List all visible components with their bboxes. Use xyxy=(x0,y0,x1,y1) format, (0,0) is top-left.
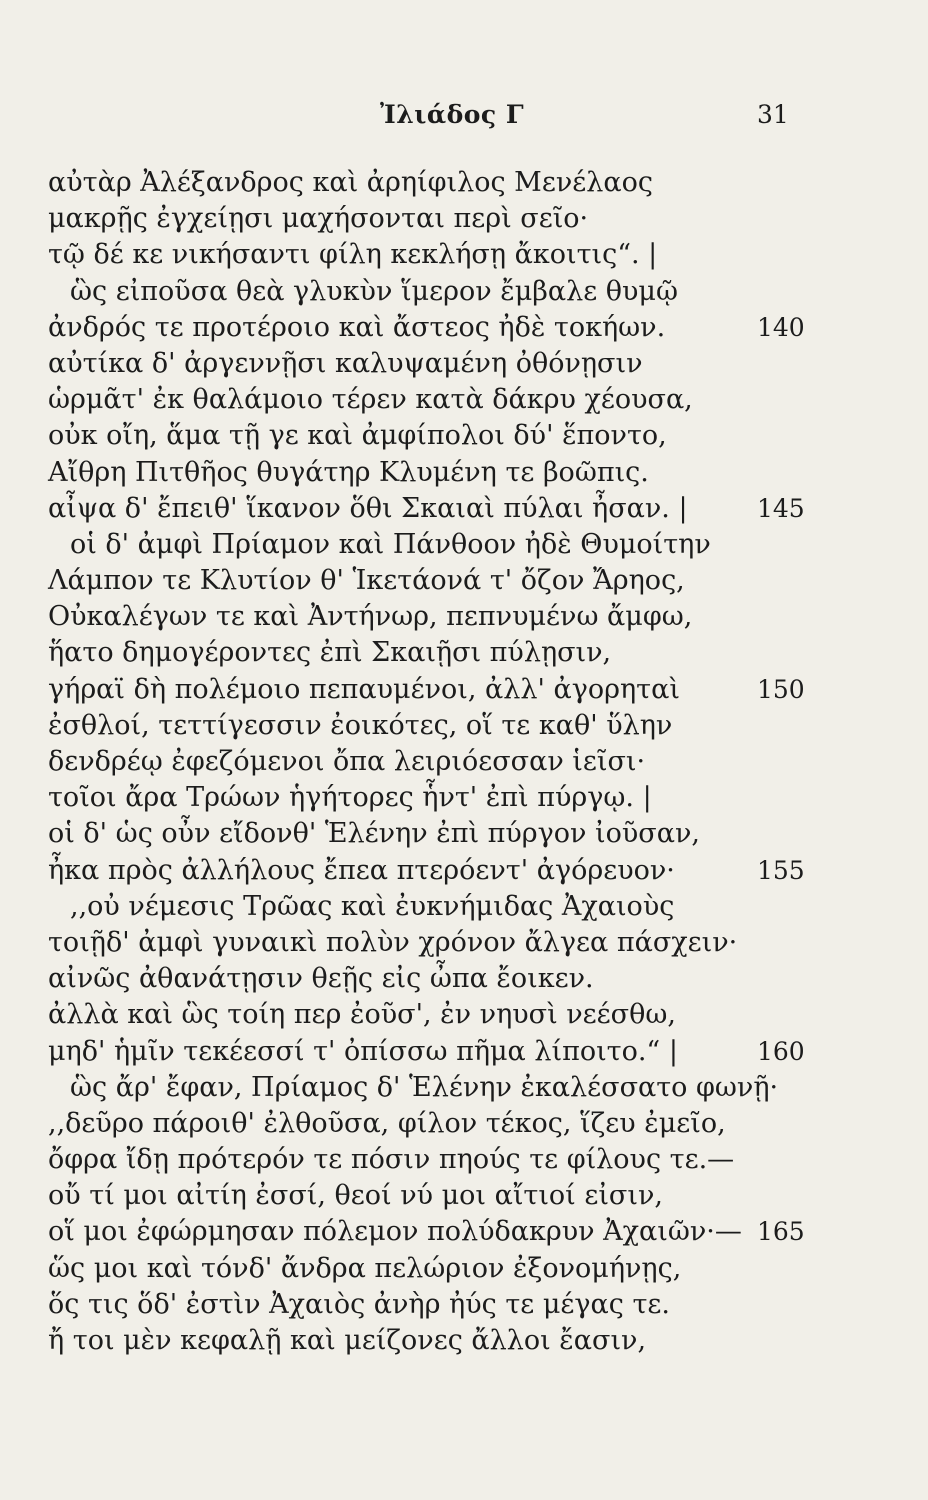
verse-line xyxy=(0,491,928,527)
verse-line xyxy=(0,816,928,852)
verse-line xyxy=(0,744,928,780)
line-number: 165 xyxy=(757,1217,805,1247)
verse-line-text: αἰνῶς ἀθανάτῃσιν θεῇς εἰς ὦπα ἔοικεν. xyxy=(48,963,594,995)
verse-line-text: μηδ' ἡμῖν τεκέεσσί τ' ὀπίσσω πῆμα λίποιτο.“ | xyxy=(48,1035,678,1067)
verse-line-text: Οὐκαλέγων τε καὶ Ἀντήνωρ, πεπνυμένω ἄμφω, xyxy=(48,601,693,633)
verse-line xyxy=(0,455,928,491)
verse-line xyxy=(0,780,928,816)
verse-text-block xyxy=(0,165,928,1359)
verse-line xyxy=(0,563,928,599)
verse-line-text: μακρῇς ἐγχείῃσι μαχήσονται περὶ σεῖο· xyxy=(48,203,589,235)
verse-line xyxy=(0,961,928,997)
verse-line-text: ὣς ἄρ' ἔφαν, Πρίαμος δ' Ἑλένην ἐκαλέσσατο φωνῇ· xyxy=(70,1071,779,1103)
verse-line xyxy=(0,165,928,201)
verse-line-text: ἐσθλοί, τεττίγεσσιν ἐοικότες, οἵ τε καθ' ὕλην xyxy=(48,709,673,741)
verse-line xyxy=(0,418,928,454)
verse-line xyxy=(0,925,928,961)
verse-line-text: τοῖοι ἄρα Τρώων ἡγήτορες ἧντ' ἐπὶ πύργῳ. | xyxy=(48,782,652,814)
verse-line-text: ὄφρα ἴδῃ πρότερόν τε πόσιν πηούς τε φίλους τε.— xyxy=(48,1144,735,1176)
verse-line-text: αὐτὰρ Ἀλέξανδρος καὶ ἀρηίφιλος Μενέλαος xyxy=(48,167,653,198)
verse-line-text: ἦκα πρὸς ἀλλήλους ἔπεα πτερόεντ' ἀγόρευον· xyxy=(48,854,675,886)
verse-line-text: οἵ μοι ἐφώρμησαν πόλεμον πολύδακρυν Ἀχαιῶν·— xyxy=(48,1216,742,1248)
line-number: 155 xyxy=(757,855,805,885)
verse-line-text: ὣς εἰποῦσα θεὰ γλυκὺν ἵμερον ἔμβαλε θυμῷ xyxy=(70,275,679,307)
verse-line xyxy=(0,635,928,671)
verse-line-text: Αἴθρη Πιτθῆος θυγάτηρ Κλυμένη τε βοῶπις. xyxy=(48,456,649,488)
page-number: 31 xyxy=(757,100,789,129)
verse-line-text: οἱ δ' ὡς οὖν εἴδονθ' Ἑλένην ἐπὶ πύργον ἰοῦσαν, xyxy=(48,818,700,850)
verse-line xyxy=(0,201,928,237)
verse-line xyxy=(0,889,928,925)
verse-line-text: Λάμπον τε Κλυτίον θ' Ἱκετάονά τ' ὄζον Ἄρηος, xyxy=(48,565,685,597)
verse-line-text: αὐτίκα δ' ἀργεννῇσι καλυψαμένη ὀθόνῃσιν xyxy=(48,347,643,379)
verse-line-text: τῷ δέ κε νικήσαντι φίλη κεκλήσῃ ἄκοιτις“. | xyxy=(48,239,658,271)
verse-line-text: ἀλλὰ καὶ ὣς τοίη περ ἐοῦσ', ἐν νηυσὶ νεέσθω, xyxy=(48,999,676,1031)
line-number: 145 xyxy=(757,493,805,523)
verse-line-text: οὔ τί μοι αἰτίη ἐσσί, θεοί νύ μοι αἴτιοί εἰσιν, xyxy=(48,1180,663,1212)
verse-line xyxy=(0,1287,928,1323)
line-number: 160 xyxy=(757,1036,805,1066)
verse-line xyxy=(0,672,928,708)
verse-line xyxy=(0,1178,928,1214)
verse-line xyxy=(0,382,928,418)
verse-line xyxy=(0,1323,928,1359)
verse-line-text: αἶψα δ' ἔπειθ' ἵκανον ὅθι Σκαιαὶ πύλαι ἦσαν. | xyxy=(48,492,688,524)
verse-line xyxy=(0,708,928,744)
verse-line-text: ὥς μοι καὶ τόνδ' ἄνδρα πελώριον ἐξονομήνῃς, xyxy=(48,1252,682,1284)
verse-line-text: γήραϊ δὴ πολέμοιο πεπαυμένοι, ἀλλ' ἀγορηταὶ xyxy=(48,673,680,705)
verse-line xyxy=(0,1070,928,1106)
verse-line-text: τοιῇδ' ἀμφὶ γυναικὶ πολὺν χρόνον ἄλγεα πάσχειν· xyxy=(48,926,738,958)
verse-line-text: οἱ δ' ἀμφὶ Πρίαμον καὶ Πάνθοον ἠδὲ Θυμοίτην xyxy=(70,528,711,560)
verse-line xyxy=(0,310,928,346)
verse-line xyxy=(0,274,928,310)
verse-line xyxy=(0,997,928,1033)
verse-line-text: ἀνδρός τε προτέροιο καὶ ἄστεος ἠδὲ τοκήων. xyxy=(48,311,666,343)
verse-line xyxy=(0,1214,928,1250)
verse-line xyxy=(0,1106,928,1142)
verse-line-text: ἤ τοι μὲν κεφαλῇ καὶ μείζονες ἄλλοι ἔασιν, xyxy=(48,1325,647,1356)
verse-line-text: ὡρμᾶτ' ἐκ θαλάμοιο τέρεν κατὰ δάκρυ χέουσα, xyxy=(48,384,693,416)
line-number: 150 xyxy=(757,674,805,704)
running-title: Ἰλιάδος Γ xyxy=(380,100,525,129)
verse-line-text: ,,δεῦρο πάροιθ' ἐλθοῦσα, φίλον τέκος, ἵζευ ἐμεῖο, xyxy=(48,1107,726,1139)
verse-line xyxy=(0,237,928,273)
verse-line xyxy=(0,346,928,382)
verse-line-text: ἥατο δημογέροντες ἐπὶ Σκαιῇσι πύλῃσιν, xyxy=(48,637,612,669)
page-header xyxy=(0,100,928,140)
verse-line xyxy=(0,599,928,635)
verse-line xyxy=(0,1251,928,1287)
verse-line xyxy=(0,1034,928,1070)
verse-line xyxy=(0,1142,928,1178)
verse-line xyxy=(0,527,928,563)
verse-line-text: δενδρέῳ ἐφεζόμενοι ὄπα λειριόεσσαν ἱεῖσι· xyxy=(48,746,646,777)
verse-line-text: οὐκ οἴη, ἅμα τῇ γε καὶ ἀμφίπολοι δύ' ἕποντο, xyxy=(48,420,667,452)
verse-line xyxy=(0,853,928,889)
verse-line-text: ,,οὐ νέμεσις Τρῶας καὶ ἐυκνήμιδας Ἀχαιοὺς xyxy=(70,890,675,922)
line-number: 140 xyxy=(757,312,805,342)
verse-line-text: ὅς τις ὅδ' ἐστὶν Ἀχαιὸς ἀνὴρ ἠύς τε μέγας τε. xyxy=(48,1288,670,1320)
